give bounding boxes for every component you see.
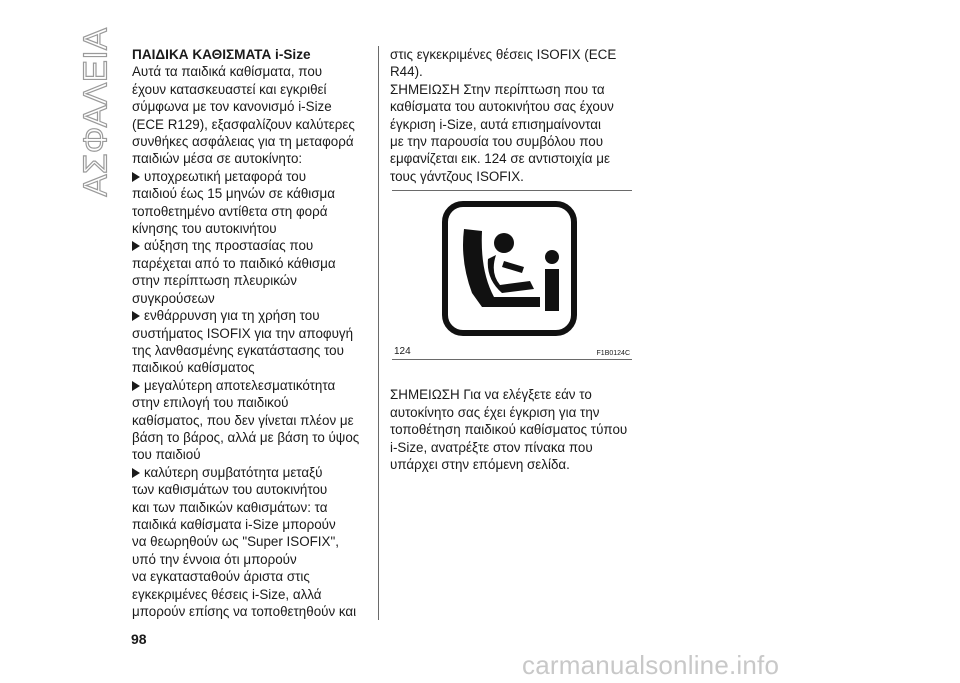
right-column xyxy=(390,46,632,185)
note-paragraph: ΣΗΜΕΙΩΣΗ Για να ελέγξετε εάν το αυτοκίνητο σας έχει έγκριση για την τοποθέτηση παιδικού καθίσματος τύπου i-Size, ανατρέξτε στον πίνακα που υπάρχει στην επόμενη σελίδα. xyxy=(390,387,628,473)
bullet-item: μεγαλύτερη αποτελεσματικότητα στην επιλογή του παιδικού καθίσματος, που δεν γίνεται πλέον με βάση το βάρος, αλλά με βάση το ύψος του παιδιού xyxy=(132,377,360,463)
bullet-arrow-icon xyxy=(132,241,140,251)
bullet-item: υποχρεωτική μεταφορά του παιδιού έως 15 μηνών σε κάθισμα τοποθετημένο αντίθετα στη φορά κίνησης του αυτοκινήτου xyxy=(132,168,335,237)
section-heading: ΠΑΙΔΙΚΑ ΚΑΘΙΣΜΑΤΑ i-Size xyxy=(132,47,311,62)
figure-code: F1B0124C xyxy=(596,350,630,357)
bullet-arrow-icon xyxy=(132,172,140,182)
table-reference-note xyxy=(390,373,632,487)
bullet-arrow-icon xyxy=(132,381,140,391)
bullet-item: καλύτερη συμβατότητα μεταξύ των καθισμάτων του αυτοκινήτου και των παιδικών καθισμάτων: τα παιδικά καθίσματα i-Size μπορούν να θεωρηθούν ως "Super ISOFIX", υπό την έννοια ότι μπορούν να εγκατασταθούν άριστα στις εγκεκριμένες θέσεις i-Size, αλλά μπορούν επίσης να τοποθετηθούν και xyxy=(132,464,357,619)
figure-number: 124 xyxy=(394,346,411,357)
section-side-tab xyxy=(77,27,115,197)
bullet-arrow-icon xyxy=(132,468,140,478)
bullet-item: ενθάρρυνση για τη χρήση του συστήματος ISOFIX για την αποφυγή της λανθασμένης εγκατάστασης του παιδικού καθίσματος xyxy=(132,308,354,376)
watermark: carmanualsonline.info xyxy=(522,650,780,680)
bullet-item: αύξηση της προστασίας που παρέχεται από το παιδικό κάθισμα στην περίπτωση πλευρικών συγκρούσεων xyxy=(132,238,336,306)
isofix-note: στις εγκεκριμένες θέσεις ISOFIX (ECE R44). ΣΗΜΕΙΩΣΗ Στην περίπτωση που τα καθίσματα του αυτοκινήτου σας έχουν έγκριση i-Size, αυτά επισημαίνονται με την παρουσία του συμβόλου που εμφανίζεται εικ. 124 σε αντιστοιχία με τους γάντζους ISOFIX. xyxy=(390,47,617,184)
left-column xyxy=(132,46,368,620)
bullet-arrow-icon xyxy=(132,311,140,321)
page-number: 98 xyxy=(131,631,147,647)
i-size-child-seat-icon xyxy=(442,201,577,336)
section-title: ΑΣΦΑΛΕΙΑ xyxy=(77,27,115,197)
column-divider xyxy=(378,46,379,620)
figure-124 xyxy=(392,190,632,360)
intro-paragraph: Αυτά τα παιδικά καθίσματα, που έχουν κατασκευαστεί και εγκριθεί σύμφωνα με τον κανονισμό i-Size (ECE R129), εξασφαλίζουν καλύτερες συνθήκες ασφάλειας για τη μεταφορά παιδιών μέσα σε αυτοκίνητο: xyxy=(132,64,355,167)
